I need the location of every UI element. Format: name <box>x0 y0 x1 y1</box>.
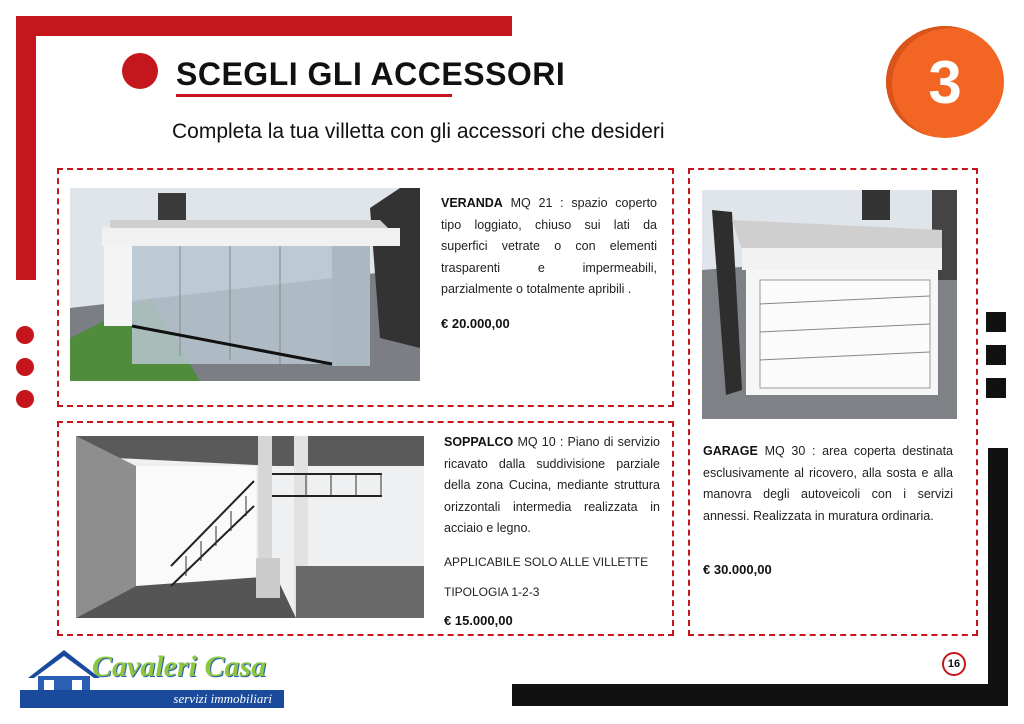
decor-square <box>986 312 1006 332</box>
decor-dot <box>16 390 34 408</box>
step-badge <box>886 26 1004 138</box>
garage-name: GARAGE <box>703 444 758 458</box>
veranda-description-block <box>441 193 657 301</box>
decor-dot <box>16 326 34 344</box>
logo-name: Cavaleri Casa <box>92 650 267 683</box>
garage-price: € 30.000,00 <box>703 562 772 577</box>
veranda-description: MQ 21 : spazio coperto tipo loggiato, chiuso sui lati da superfici vetrate o con elementi trasparenti e impermeabili, parzialmente o totalmente apribili . <box>441 196 657 296</box>
frame-bottom-bar <box>512 684 1008 706</box>
veranda-image <box>70 188 420 381</box>
logo-tagline-bar <box>20 690 284 708</box>
title-underline <box>176 94 452 97</box>
decor-dot <box>16 358 34 376</box>
soppalco-name: SOPPALCO <box>444 435 514 449</box>
page-subtitle: Completa la tua villetta con gli accessori che desideri <box>172 120 665 143</box>
soppalco-image <box>76 436 424 618</box>
garage-image <box>702 190 957 419</box>
frame-left-bar <box>16 16 36 280</box>
decor-square <box>986 345 1006 365</box>
frame-top-bar <box>16 16 512 36</box>
decor-square <box>986 378 1006 398</box>
garage-description: MQ 30 : area coperta destinata esclusivamente al ricovero, alla sosta e alla manovra degli autoveicoli con i servizi annessi. Realizzata in muratura ordinaria. <box>703 444 953 523</box>
veranda-name: VERANDA <box>441 196 503 210</box>
page-title: SCEGLI GLI ACCESSORI <box>176 56 566 92</box>
soppalco-price: € 15.000,00 <box>444 613 513 628</box>
frame-right-bar <box>988 448 1008 706</box>
soppalco-description: MQ 10 : Piano di servizio ricavato dalla suddivisione parziale della zona Cucina, mediante struttura orizzontali intermedia realizzata in acciaio e legno. <box>444 435 660 535</box>
soppalco-description-block <box>444 432 660 540</box>
logo-tagline: servizi immobiliari <box>173 691 272 706</box>
page-number: 16 <box>942 652 966 676</box>
soppalco-note-2: TIPOLOGIA 1-2-3 <box>444 585 540 599</box>
soppalco-note-1: APPLICABILE SOLO ALLE VILLETTE <box>444 555 649 569</box>
step-number: 3 <box>928 49 962 116</box>
garage-description-block <box>703 441 953 527</box>
logo <box>20 646 284 710</box>
veranda-price: € 20.000,00 <box>441 316 510 331</box>
title-bullet <box>122 53 158 89</box>
